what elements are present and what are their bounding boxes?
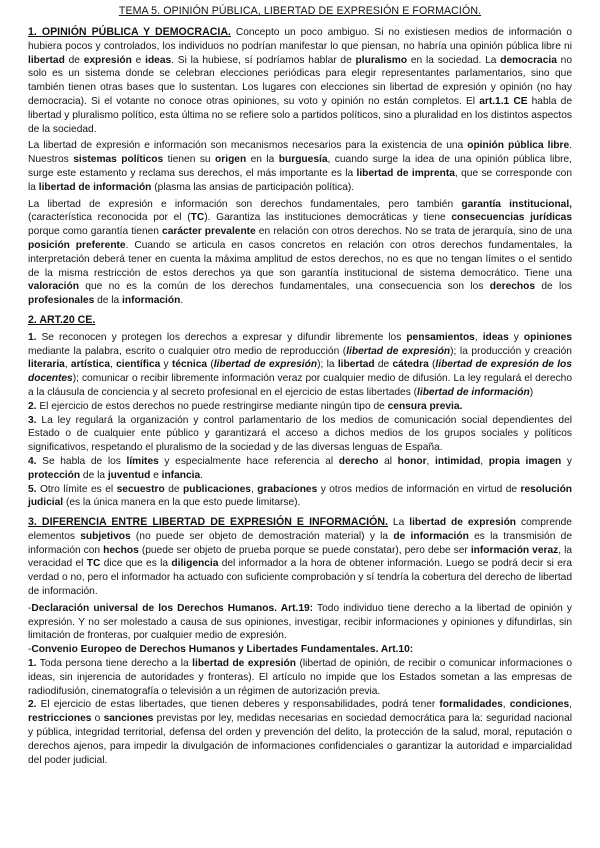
art20-item-4: 4. Se habla de los límites y especialmente hace referencia al derecho al honor, intimidad, propia imagen y protección de la juventud e infancia. <box>28 455 572 481</box>
section-1-paragraph-3: La libertad de expresión e información son derechos fundamentales, pero también garantía institucional, (característica reconocida por el (TC). Garantiza las instituciones democráticas y tiene consecuencias jurídicas porque como garantía tienen carácter prevalente en relación con otros derechos. No se trata de jerarquía, sino de una posición preferente. Cuando se articula en casos concretos en relación con otros derechos fundamentales, la interpretación deberá tener en cuenta la máxima amplitud de estos derechos, no es que no tengan límites o el sentido de la misma restricción de estos derechos ya que son garantía institucional de sistema democrático. Tiene una valoración que no es la común de los derechos fundamentales, una consecuencia son los derechos de los profesionales de la información. <box>28 198 573 307</box>
art20-item-3: 3. La ley regulará la organización y control parlamentario de los medios de comunicación social dependientes del Estado o de cualquier ente público y garantizará el acceso a dichos medios de los grupos sociales y políticos significativos, respetando el pluralismo de la sociedad y de las diversas lenguas de España. <box>28 414 572 454</box>
section-2-heading: 2. ART.20 CE. <box>28 313 96 326</box>
section-2-heading-line <box>28 314 572 328</box>
art20-item-5: 5. Otro límite es el secuestro de publicaciones, grabaciones y otros medios de información en virtud de resolución judicial (es la única manera en la que esto puede limitarse). <box>28 483 573 509</box>
echr-art10-heading: -Convenio Europeo de Derechos Humanos y Libertades Fundamentales. Art.10: <box>28 644 414 656</box>
echr-art10-item-1: 1. Toda persona tiene derecho a la libertad de expresión (libertad de opinión, de recibir o comunicar informaciones o ideas, sin injerencia de autoridades y fronteras). El artículo no impide que los Estados sometan a las empresas de radiodifusión, cinematografía o televisión a un régimen de autorización previa. <box>28 658 572 697</box>
section-1-heading: 1. OPINIÓN PÚBLICA Y DEMOCRACIA. <box>28 26 231 38</box>
art20-item-1: 1. Se reconocen y protegen los derechos a expresar y difundir libremente los pensamientos, ideas y opiniones mediante la palabra, escrito o cualquier otro medio de reproducción (libertad de expresión); la producción y creación literaria, artística, científica y técnica (libertad de expresión); la libertad de cátedra (libertad de expresión de los docentes); comunicar o recibir libremente información veraz por cualquier medio de difusión. La ley regulará el derecho a la cláusula de conciencia y al secreto profesional en el ejercicio de estas libertades (libertad de información) <box>28 331 572 398</box>
document-title: TEMA 5. OPINIÓN PÚBLICA, LIBERTAD DE EXPRESIÓN E FORMACIÓN. <box>118 5 482 17</box>
section-3-paragraph-1: 3. DIFERENCIA ENTRE LIBERTAD DE EXPRESIÓN E INFORMACIÓN. La libertad de expresión comprende elementos subjetivos (no puede ser objeto de demostración material) y la de información es la transmisión de información con hechos (puede ser objeto de prueba porque se puede constatar), pero debe ser información veraz, la veracidad el TC dice que es la diligencia del informador a la hora de obtener información. Luego se podrá decir si era verdad o no, pero el informador ha actuado con suficiente comprobación y sí tendría la cobertura del derecho de libertad de información. <box>28 516 572 598</box>
art20-item-2: 2. El ejercicio de estos derechos no puede restringirse mediante ningún tipo de censura previa. <box>28 400 463 412</box>
section-1-paragraph-2: La libertad de expresión e información son mecanismos necesarios para la existencia de una opinión pública libre. Nuestros sistemas políticos tienen su origen en la burguesía, cuando surge la idea de una opinión pública libre, surge este estamento y reclama sus derechos, el más importante es la libertad de imprenta, que se corresponde con la libertad de información (plasma las ansias de participación política). <box>28 140 572 193</box>
section-3-heading: 3. DIFERENCIA ENTRE LIBERTAD DE EXPRESIÓN E INFORMACIÓN. <box>28 516 388 529</box>
echr-art10-item-2: 2. El ejercicio de estas libertades, que tienen deberes y responsabilidades, podrá tener formalidades, condiciones, restricciones o sanciones previstas por ley, medidas necesarias en sociedad democrática para la: seguridad nacional y pública, integridad territorial, defensa del orden y prevención del delito, la protección de la salud, moral, reputación o derechos ajenos, para impedir la divulgación de informaciones confidenciales o garantizar la autoridad e imparcialidad del poder judicial. <box>28 699 572 766</box>
section-1-paragraph-1: 1. OPINIÓN PÚBLICA Y DEMOCRACIA. Concepto un poco ambiguo. Si no existiesen medios de información o hubiera pocos y controlados, los individuos no podrían manifestar lo que piensan, no habría una opinión pública libre ni libertad de expresión e ideas. Si la hubiese, sí podríamos hablar de pluralismo en la sociedad. La democracia no solo es un sistema donde se celebran elecciones periódicas para elegir representantes parlamentarios, sino que también tienen otras bases que lo sustentan. Los lugares con elecciones sin libertad de expresión y opinión (no hay democracia). Si el votante no conoce otras opiniones, su voto y opinión no están completos. El art.1.1 CE habla de libertad y pluralismo político, esta última no se refiere solo a partidos políticos, sino a pluralidad en los distintos aspectos de la sociedad. <box>28 26 573 135</box>
udhr-art19-paragraph: -Declaración universal de los Derechos Humanos. Art.19: Todo individuo tiene derecho a la libertad de opinión y expresión. Y no ser molestado a causa de sus opiniones, investigar, recibir informaciones y opiniones y difundirlas, sin limitación de fronteras, por cualquier medio de expresión. <box>28 602 573 642</box>
document-body <box>0 18 600 767</box>
